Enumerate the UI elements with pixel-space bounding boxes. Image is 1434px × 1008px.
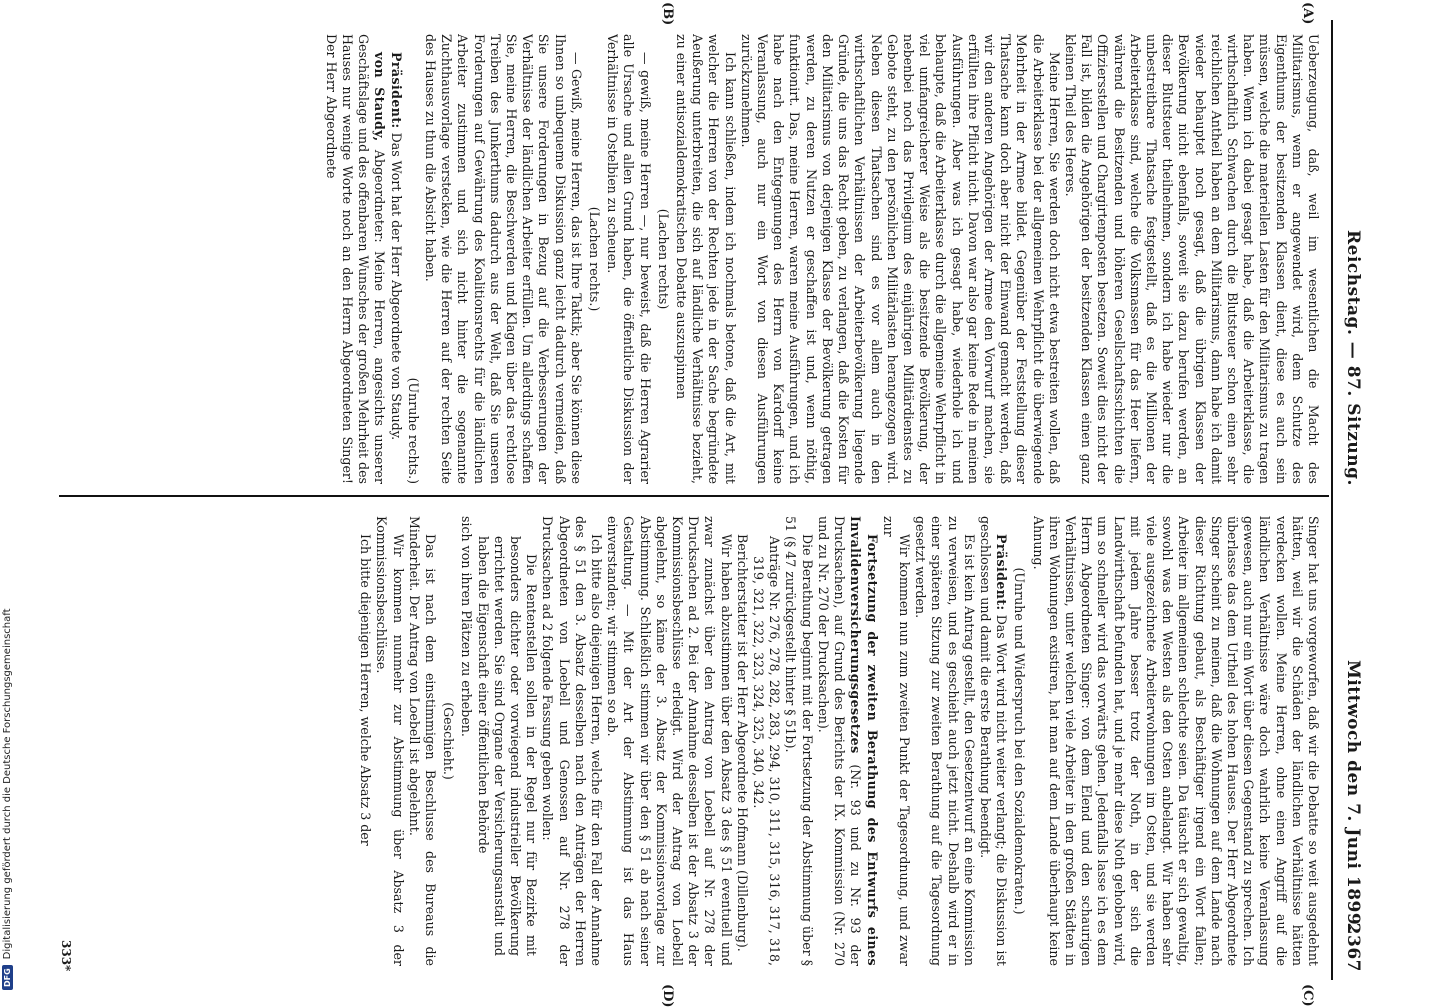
paragraph-text: Singer hat uns vorgeworfen, daß wir die Debatte so weit ausgedehnt hätten, weil wir die Schäden der ländlichen Verhältnisse hätten verdecken wollen. Meine Herren, ohne einen Angriff auf die ländlichen Verhältnisse wäre doch wahrlich keine Veranlassung gewesen, auch nur ein Wort über diesen Gegenstand zu sprechen. Ich überlasse das dem Urtheil des hohen Hauses. Der Herr Abgeordnete Singer scheint zu meinen, daß die Wohnungen auf dem Lande nach dieser Richtung gebaut, als Beschäftiger irgend ein Wort fallen; Arbeiter im allgemeinen schlechte seien. Da täuscht er sich gewaltig, sowohl was den Westen als den Osten anbelangt. Wir haben sehr viele ausgezeichnete Arbeiterwohnungen im Osten, und sie werden mit jedem Jahre besser trotz der Noth, in der sich die Landwirthschaft befunden hat, und je mehr diese Noth gehoben wird, um so schneller wird das vorwärts gehen. Jedenfalls lasse ich es dem Herrn Abgeordneten Singer: von dem Elend und den schaurigen Verhältnissen, unter welchen viele Arbeiter in den großen Städten in ihren Wohnungen existiren, hat man auf dem Lande überhaupt keine Ahnung. [1030, 516, 1321, 966]
paragraph-text: Berichterstatter ist der Herr Abgeordnete Hofmann (Dillenburg). [734, 534, 750, 952]
paragraph-text: Ueberzeugung, daß, weil im wesentlichen die Macht des Militarismus, wenn er angewendet wird, dem Schutze des Eigenthums der besitzenden Klassen dient, diese es auch sein müssen, welche die materiellen Lasten für den Militarismus zu tragen haben. Wenn ich dabei gesagt habe, daß die Arbeiterklasse, die wirthschaftlich Schwachen durch die Blutsteuer schon einen sehr reichlichen Antheil haben an dem Militarismus, dann habe ich damit wieder behauptet noch gesagt, daß die übrigen Klassen der Bevölkerung nicht ebenfalls, soweit sie dazu berufen werden, an dieser Blutsteuer theilnehmen, sondern ich habe wieder nur die unbestreitbare Thatsache festgestellt, daß es die Millionen der Arbeiterklasse sind, welche die Volksmassen für das Heer liefern, während die Besitzenden und höheren Gesellschaftsschichten die Offiziersstellen und Chargirtenposten besetzen. Soweit dies nicht der Fall ist, bilden die Angehörigen der besitzenden Klassen einen ganz kleinen Theil des Heeres. [1062, 34, 1321, 484]
attribution-text: Digitalisierung gefördert durch die Deutsche Forschungsgemeinschaft [2, 608, 13, 960]
paragraph-text: Ich bitte also diejenigen Herren, welche für den Fall der Annahme des § 51 den 3. Absatz desselben nach den Anträgen der Herren Abgeordneten von Loebell und Genossen auf Nr. 278 der Drucksachen ad 2 folgende Fassung geben wollen: [540, 516, 605, 966]
margin-mark-b: (B) [660, 2, 675, 26]
header-rule [1331, 20, 1333, 980]
paragraph [977, 516, 1009, 966]
attribution-strip [0, 0, 30, 1000]
paragraph [373, 516, 405, 966]
margin-mark-d: (D) [660, 984, 675, 1008]
paragraph-text: Es ist kein Antrag gestellt, den Gesetzentwurf an eine Kommission zu verweisen, und es geschieht auch jetzt nicht. Deshalb wird er in einer späteren Sitzung zur zweiten Berathung auf die Tagesordnung gesetzt werden. [913, 516, 977, 966]
paragraph [422, 34, 584, 484]
stage-direction [586, 34, 602, 484]
paragraph [782, 516, 814, 966]
paragraph-text: Die Rentenstellen sollen in der Regel nur für Bezirke mit besonders dichter oder vorwiegend industrieller Bevölkerung errichtet werden. Sie sind Organe der Versicherungsanstalt und haben die Eigenschaft einer öffentlichen Behörde [475, 536, 540, 956]
dfg-logo: DFG [2, 965, 13, 990]
paragraph-text: Wir kommen nunmehr zur Abstimmung über Absatz 3 der Kommissionsbeschlüsse. [374, 516, 406, 966]
paragraph [673, 34, 738, 484]
paragraph [815, 516, 880, 966]
paragraph [458, 516, 474, 966]
paragraph [880, 516, 912, 966]
speaker-name: von Staudy, [372, 52, 388, 142]
paragraph-text: (Lachen rechts) [655, 208, 671, 310]
paragraph [734, 516, 750, 966]
speaker-name: Präsident: [388, 52, 404, 129]
column-divider [59, 495, 1329, 497]
stage-direction [405, 34, 421, 484]
paragraph [387, 34, 403, 484]
paragraph [738, 34, 1062, 484]
stage-direction [655, 34, 671, 484]
paragraph [912, 516, 977, 966]
right-column [81, 516, 1321, 966]
left-column [81, 34, 1321, 484]
paragraph-text: — Gewiß, meine Herren, das ist Ihre Taktik; aber Sie können diese Ihnen so unbequeme Diskussion ganz leicht dadurch vermeiden, daß Sie unsere Forderungen in Bezug auf die Verbesserungen der Verhältnisse der ländlichen Arbeiter erfüllen. Um allerdings schaffen Sie, meine Herren, die Beschwerden und Klagen über das rechtlose Treiben des Junkerthums dadurch aus der Welt, daß Sie unseren Forderungen auf Gewährung des Koalitionsrechts für die ländlichen Arbeiter zustimmen und sich nicht hinter die sogenannte Zuchthausvorlage verstecken, wie die Herren auf der rechten Seite des Hauses zu thun die Absicht haben. [423, 34, 584, 484]
paragraph-text: Abgeordneter: Meine Herren, angesichts unserer Geschäftslage und des offenbaren Wunsches der großen Mehrheit des Hauses nur wenige Worte noch an den Herrn Abgeordneten Singer! Der Herr Abgeordnete [323, 34, 388, 484]
header-date: Mittwoch den 7. Juni 1899. [1343, 660, 1363, 932]
paragraph-text: Meine Herren, Sie werden doch nicht etwa bestreiten wollen, daß die Arbeiterklasse bei der allgemeinen Wehrpflicht die überwiegende Mehrheit in der Armee bildet. Gegenüber der Feststellung dieser Thatsache kann doch aber nicht der Einwand gemacht werden, daß wir den anderen Angehörigen der Armee den Vorwurf machen, sie erfüllten ihre Pflicht nicht. Davon war also gar keine Rede in meinen Ausführungen. Aber was ich gesagt habe, wiederhole ich und behaupte, daß die Arbeiterklasse durch die allgemeine Wehrpflicht in viel umfangreicherer Weise als die besitzende Bevölkerung, der nebenbei noch das Privilegium des einjährigen Militärdienstes zu Gebote steht, zu den persönlichen Militärlasten herangezogen wird. Neben diesen Thatsachen sind es vor allem auch in den wirthschaftlichen Verhältnissen der Arbeiterbevölkerung liegende Gründe, die uns das Recht geben, zu verlangen, daß die Kosten für den Militarismus von derjenigen Klasse der Bevölkerung getragen werden, zu deren Nutzen er geschaffen ist und, wenn nöthig, funktionirt. Das, meine Herren, waren meine Ausführungen, und ich habe nach den Entgegnungen des Herrn von Kardorff keine Veranlassung, auch nur ein Wort von diesen Ausführungen zurückzunehmen. [738, 34, 1062, 484]
paragraph-text: sich von ihren Plätzen zu erheben. [459, 516, 475, 737]
agenda-title: Fortsetzung der zweiten Berathung des Entwurfs eines Invalidenversicherungsgesetzes [848, 516, 880, 966]
paragraph-text: (Nr. 93 und zu Nr. 93 der Drucksachen), auf Grund des Berichts der IX. Kommission (Nr. 270 und zu Nr. 270 der Drucksachen). [815, 516, 864, 966]
paragraph-text: (Lachen rechts.) [587, 206, 603, 312]
paragraph-text: Das Wort hat der Herr Abgeordnete von Staudy. [388, 128, 404, 441]
paragraph-text: Anträge Nr. 276, 278, 282, 283, 294, 310, 311, 315, 316, 317, 318, 319, 321, 322, 323, 324, 325, 340, 342. [751, 536, 783, 966]
paragraph [323, 34, 388, 484]
scanned-page [35, 0, 1395, 1008]
paragraph-text: Ich bitte diejenigen Herren, welche Absatz 3 der [358, 534, 374, 846]
header-title: Reichstag. — 87. Sitzung. [1343, 230, 1363, 486]
paragraph [1029, 516, 1321, 966]
paragraph [406, 516, 438, 966]
margin-mark-a: (A) [1300, 2, 1315, 25]
paragraph [539, 516, 604, 966]
footer-number: 333* [59, 940, 73, 972]
paragraph-text: (Unruhe rechts.) [405, 377, 421, 484]
paragraph-text: Das ist nach dem einstimmigen Beschlusse des Bureaus die Minderheit. Der Antrag von Loebell ist abgelehnt. [406, 516, 439, 966]
paragraph-text: (Geschieht.) [441, 702, 457, 780]
paragraph-text: Das Wort wird nicht weiter verlangt; die Diskussion ist geschlossen und damit die erste Berathung beendigt. [977, 516, 1010, 966]
page-header [1337, 20, 1367, 980]
paragraph [604, 516, 734, 966]
paragraph-text: — gewiß, meine Herren —, nur beweist, daß die Herren Agrarier alle Ursache und allen Grund haben, die öffentliche Diskussion der Verhältnisse in Ostelbien zu scheuen. [605, 34, 653, 484]
quoted-text [474, 516, 539, 966]
stage-direction [440, 516, 456, 966]
stage-direction [1011, 516, 1027, 966]
paragraph-text: Die Berathung beginnt mit der Fortsetzung der Abstimmung über § 51 (§ 47 zurückgestellt hinter § 51b). [783, 516, 815, 966]
motion-list [750, 516, 782, 966]
paragraph-text: (Unruhe und Widerspruch bei den Sozialdemokraten.) [1012, 567, 1028, 915]
paragraph [1062, 34, 1321, 484]
paragraph-text: Ich kann schließen, indem ich nochmals betone, daß die Art, mit welcher die Herren von der Rechten jede in der Sache begründete Aeußerung unterbreiten, die sich auf ländliche Verhältnisse bezieht, zu einer antisozialdemokratischen Debatte auszuspinnen [674, 34, 738, 484]
page-number: 2367 [1343, 922, 1363, 972]
margin-mark-c: (C) [1300, 984, 1315, 1007]
speaker-name: Präsident: [994, 534, 1010, 611]
paragraph [604, 34, 653, 484]
paragraph-text: Wir kommen nun zum zweiten Punkt der Tagesordnung, und zwar zur [880, 516, 912, 966]
paragraph [357, 516, 373, 966]
paragraph-text: Wir haben abzustimmen über den Absatz 3 des § 51 eventuell und zwar zunächst über den Antrag von Loebell auf Nr. 278 der Drucksachen ad 2. Bei der Annahme desselben ist der Absatz 3 der Kommissionsbeschlüsse erledigt. Wird der Antrag von Loebell abgelehnt, so käme der 3. Absatz der Kommissionsvorlage zur Abstimmung. Schließlich stimmen wir über den § 51 ab nach seiner Gestaltung. — Mit der Art der Abstimmung ist das Haus einverstanden; wir stimmen so ab. [605, 516, 734, 966]
